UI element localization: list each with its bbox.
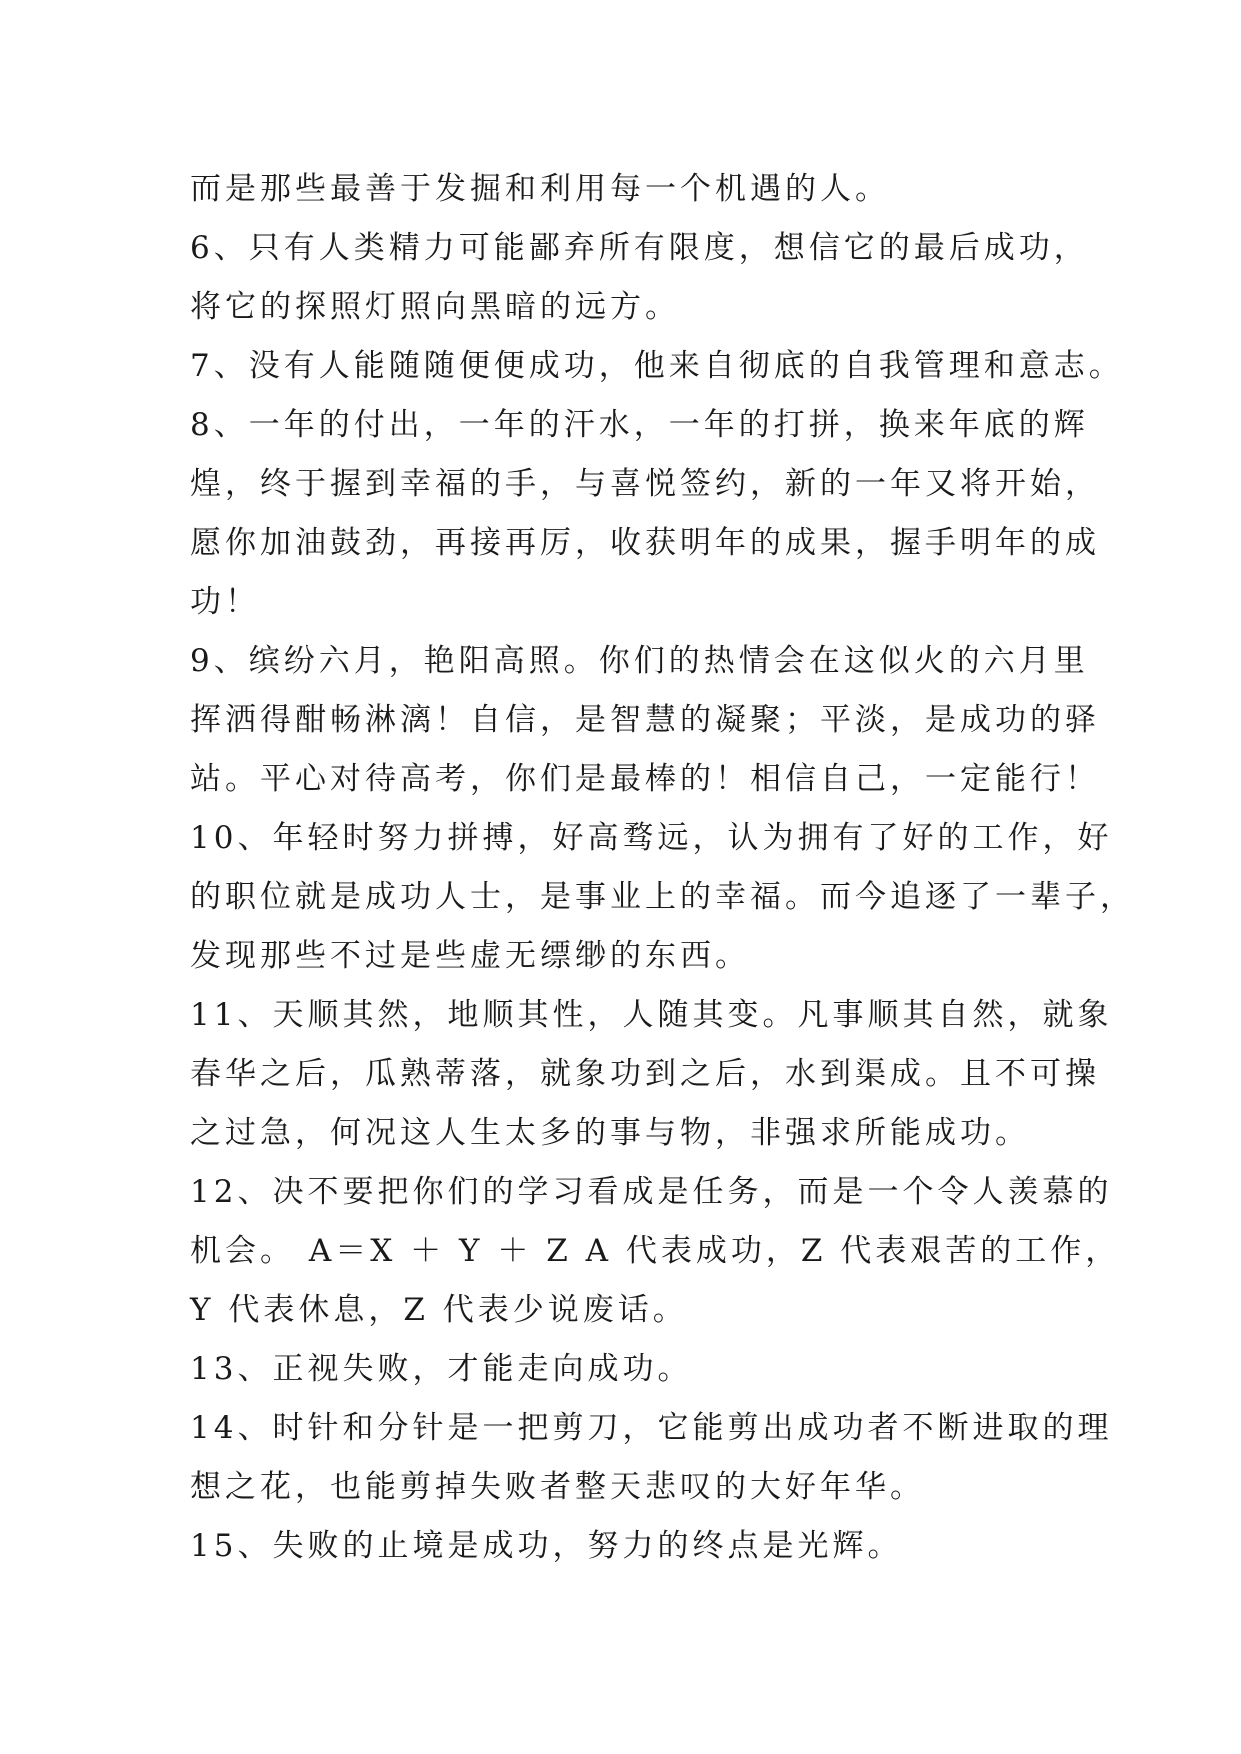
text-line: 13、正视失败，才能走向成功。 — [190, 1351, 693, 1387]
text-line: 14、时针和分针是一把剪刀，它能剪出成功者不断进取的理 — [190, 1410, 1113, 1446]
text-line: 15、失败的止境是成功，努力的终点是光辉。 — [190, 1528, 903, 1564]
text-line: 6、只有人类精力可能鄙弃所有限度，想信它的最后成功， — [190, 230, 1089, 266]
text-line: 之过急，何况这人生太多的事与物，非强求所能成功。 — [190, 1115, 1030, 1151]
text-line: 8、一年的付出，一年的汗水，一年的打拼，换来年底的辉 — [190, 407, 1089, 443]
text-line: 10、年轻时努力拼搏，好高骛远，认为拥有了好的工作，好 — [190, 820, 1113, 856]
text-line: 愿你加油鼓劲，再接再厉，收获明年的成果，握手明年的成 — [190, 525, 1100, 561]
text-line: 煌，终于握到幸福的手，与喜悦签约，新的一年又将开始， — [190, 466, 1100, 502]
text-line: 将它的探照灯照向黑暗的远方。 — [190, 289, 680, 325]
text-line: 7、没有人能随随便便成功，他来自彻底的自我管理和意志。 — [190, 348, 1124, 384]
text-line: 想之花，也能剪掉失败者整天悲叹的大好年华。 — [190, 1469, 925, 1505]
text-line: 的职位就是成功人士，是事业上的幸福。而今追逐了一辈子， — [190, 879, 1135, 915]
text-line: 11、天顺其然，地顺其性，人随其变。凡事顺其自然，就象 — [190, 997, 1113, 1033]
text-line: 12、决不要把你们的学习看成是任务，而是一个令人羡慕的 — [190, 1174, 1113, 1210]
document-body — [190, 160, 1135, 1576]
text-line: 机会。 A＝X ＋ Y ＋ Z A 代表成功，Z 代表艰苦的工作， — [190, 1233, 1121, 1269]
text-line: 站。平心对待高考，你们是最棒的！相信自己，一定能行！ — [190, 761, 1100, 797]
text-line: 而是那些最善于发掘和利用每一个机遇的人。 — [190, 171, 890, 207]
text-line: Y 代表休息，Z 代表少说废话。 — [190, 1292, 688, 1328]
text-line: 春华之后，瓜熟蒂落，就象功到之后，水到渠成。且不可操 — [190, 1056, 1100, 1092]
text-line: 发现那些不过是些虚无缥缈的东西。 — [190, 938, 750, 974]
text-line: 功！ — [190, 584, 260, 620]
text-line: 挥洒得酣畅淋漓！自信，是智慧的凝聚；平淡，是成功的驿 — [190, 702, 1100, 738]
text-line: 9、缤纷六月，艳阳高照。你们的热情会在这似火的六月里 — [190, 643, 1089, 679]
